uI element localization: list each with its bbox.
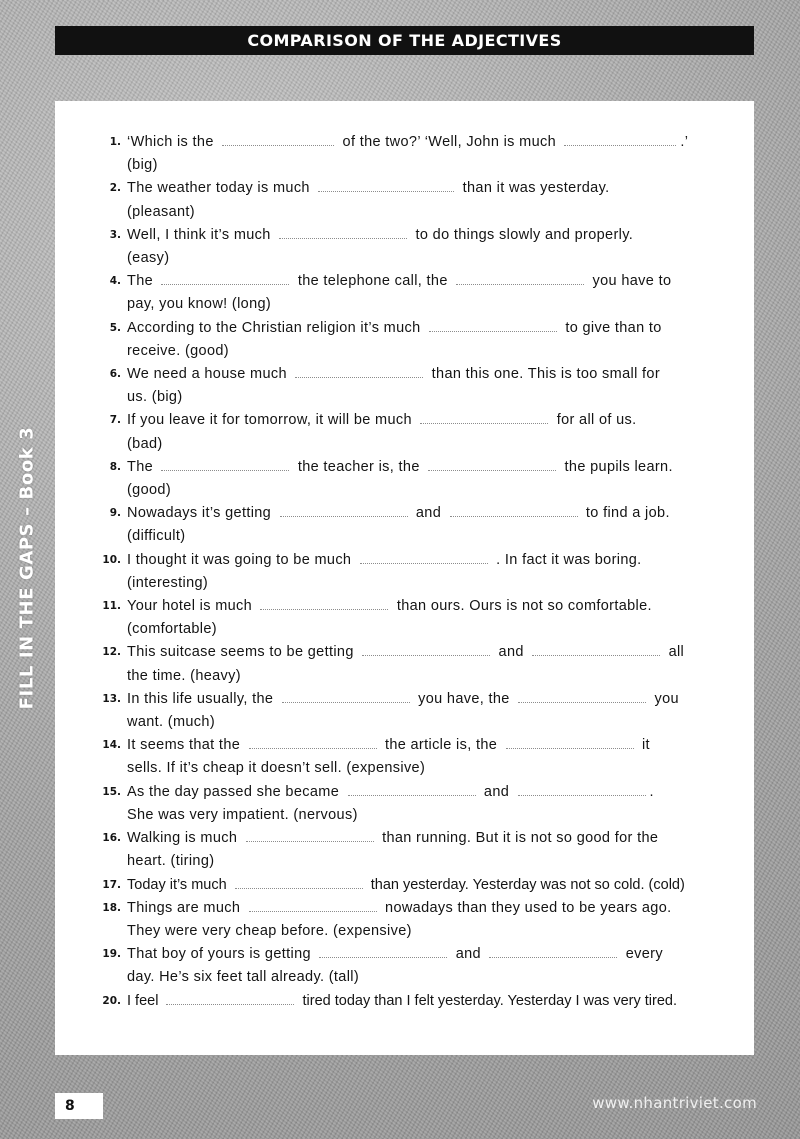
answer-gap[interactable] [348, 782, 476, 796]
exercise-number: 2. [109, 182, 121, 195]
exercise-text: and [483, 783, 510, 800]
exercise-number: 1. [109, 136, 121, 148]
answer-gap[interactable] [246, 828, 374, 842]
exercise-15 [55, 781, 754, 827]
website-watermark: www.nhantriviet.com [592, 1094, 757, 1112]
exercise-text: the teacher is, the [297, 458, 420, 475]
exercise-text: This suitcase seems to be getting [127, 644, 354, 661]
exercise-8 [55, 456, 754, 502]
exercise-text: .’ [680, 134, 689, 150]
exercise-text: ‘Which is the [127, 134, 214, 150]
exercise-hint: (bad) [127, 435, 163, 452]
answer-gap[interactable] [428, 457, 556, 471]
exercise-hint: (big) [127, 157, 158, 174]
exercise-number: 14. [102, 739, 121, 752]
exercise-text: than yesterday. Yesterday was not so cold. (cold) [370, 876, 685, 893]
exercise-text: to do things slowly and properly. [415, 226, 634, 243]
answer-gap[interactable] [260, 596, 388, 610]
answer-gap[interactable] [279, 225, 407, 239]
exercise-text: sells. If it’s cheap it doesn’t sell. (expensive) [127, 760, 426, 777]
exercise-16 [55, 827, 754, 873]
exercise-text: Well, I think it’s much [127, 226, 271, 243]
page-title-bar [55, 26, 754, 55]
exercise-list [55, 131, 754, 1013]
answer-gap[interactable] [318, 178, 454, 192]
answer-gap[interactable] [280, 503, 408, 517]
exercise-20 [55, 990, 754, 1013]
exercise-hint: (good) [127, 482, 172, 499]
exercise-text: If you leave it for tomorrow, it will be much [127, 412, 412, 429]
exercise-text: That boy of yours is getting [127, 946, 311, 963]
exercise-text: to give than to [565, 319, 662, 336]
exercise-text: tired today than I felt yesterday. Yesterday I was very tired. [302, 992, 678, 1009]
exercise-text: receive. (good) [127, 342, 229, 359]
answer-gap[interactable] [489, 944, 617, 958]
exercise-9 [55, 502, 754, 548]
exercise-text: Walking is much [127, 830, 238, 847]
exercise-4 [55, 270, 754, 316]
exercise-hint: (comfortable) [127, 621, 217, 638]
answer-gap[interactable] [282, 689, 410, 703]
exercise-text: than running. But it is not so good for the [382, 830, 659, 847]
exercise-number: 8. [109, 460, 121, 473]
answer-gap[interactable] [362, 642, 490, 656]
answer-gap[interactable] [518, 782, 646, 796]
exercise-text: They were very cheap before. (expensive) [127, 922, 412, 939]
exercise-text: want. (much) [127, 714, 215, 731]
exercise-number: 7. [109, 414, 121, 427]
exercise-hint: (difficult) [127, 528, 186, 545]
answer-gap[interactable] [506, 735, 634, 749]
exercise-text: It seems that the [127, 737, 241, 754]
exercise-text: than it was yesterday. [462, 180, 610, 197]
exercise-text: Today it’s much [127, 876, 227, 893]
exercise-hint: (easy) [127, 250, 170, 267]
exercise-7 [55, 409, 754, 455]
exercise-text: . [649, 783, 654, 800]
exercise-text: and [498, 644, 524, 661]
answer-gap[interactable] [360, 550, 488, 564]
answer-gap[interactable] [456, 271, 584, 285]
exercise-text: the article is, the [384, 737, 498, 754]
answer-gap[interactable] [420, 410, 548, 424]
exercise-number: 12. [102, 646, 121, 659]
exercise-text: In this life usually, the [127, 690, 274, 707]
exercise-19 [55, 943, 754, 989]
exercise-13 [55, 688, 754, 734]
exercise-18 [55, 897, 754, 943]
exercise-text: I feel [127, 992, 159, 1009]
answer-gap[interactable] [249, 898, 377, 912]
exercise-17 [55, 874, 754, 897]
exercise-text: nowadays than they used to be years ago. [385, 899, 672, 916]
exercise-number: 5. [109, 321, 121, 334]
exercise-text: than ours. Ours is not so comfortable. [396, 598, 652, 615]
answer-gap[interactable] [161, 271, 289, 285]
answer-gap[interactable] [532, 642, 660, 656]
book-side-label: FILL IN THE GAPS – Book 3 [16, 426, 38, 710]
answer-gap[interactable] [249, 735, 377, 749]
exercise-text: the pupils learn. [564, 458, 673, 475]
exercise-text: for all of us. [556, 412, 637, 429]
exercise-text: of the two?’ ‘Well, John is much [342, 134, 557, 150]
exercise-text: As the day passed she became [127, 783, 340, 800]
exercise-text: and [455, 946, 481, 963]
exercise-text: The [127, 273, 154, 290]
exercise-11 [55, 595, 754, 641]
exercise-text: I thought it was going to be much [127, 551, 352, 568]
page-title: COMPARISON OF THE ADJECTIVES [247, 31, 562, 50]
exercise-number: 13. [102, 692, 121, 705]
exercise-text: every [625, 946, 663, 963]
exercise-12 [55, 641, 754, 687]
answer-gap[interactable] [166, 991, 294, 1005]
answer-gap[interactable] [222, 132, 334, 146]
exercise-text: Things are much [127, 899, 241, 916]
exercise-number: 15. [102, 785, 121, 798]
exercise-text: you have, the [418, 690, 510, 707]
exercise-number: 10. [102, 553, 121, 566]
exercise-number: 4. [109, 275, 121, 288]
exercise-number: 11. [102, 600, 121, 613]
exercise-hint: (interesting) [127, 574, 209, 591]
exercise-text: Nowadays it’s getting [127, 505, 272, 522]
exercise-text: all [668, 644, 685, 661]
exercise-text: heart. (tiring) [127, 853, 215, 870]
exercise-number: 9. [109, 507, 121, 520]
exercise-text: pay, you know! (long) [127, 296, 272, 313]
exercise-text: We need a house much [127, 366, 287, 383]
exercise-6 [55, 363, 754, 409]
exercise-text: The [127, 458, 154, 475]
exercise-text: According to the Christian religion it’s much [127, 319, 421, 336]
page-number: 8 [55, 1093, 103, 1119]
exercise-3 [55, 224, 754, 270]
exercise-number: 19. [102, 948, 121, 961]
exercise-number: 6. [109, 368, 121, 381]
exercise-text: than this one. This is too small for [431, 366, 660, 383]
exercise-5 [55, 317, 754, 363]
exercise-14 [55, 734, 754, 780]
exercise-text: to find a job. [585, 505, 670, 522]
worksheet [55, 101, 754, 1055]
answer-gap[interactable] [319, 944, 447, 958]
exercise-10 [55, 549, 754, 595]
answer-gap[interactable] [161, 457, 289, 471]
exercise-text: day. He’s six feet tall already. (tall) [127, 969, 360, 986]
exercise-text: . In fact it was boring. [496, 551, 642, 568]
exercise-1 [55, 131, 754, 177]
answer-gap[interactable] [235, 875, 363, 889]
answer-gap[interactable] [295, 364, 423, 378]
exercise-number: 18. [102, 901, 121, 914]
answer-gap[interactable] [518, 689, 646, 703]
exercise-text: the telephone call, the [297, 273, 448, 290]
exercise-2 [55, 177, 754, 223]
exercise-number: 20. [102, 994, 121, 1007]
exercise-text: Your hotel is much [127, 598, 253, 615]
exercise-text: us. (big) [127, 389, 183, 406]
exercise-number: 3. [109, 228, 121, 241]
answer-gap[interactable] [564, 132, 676, 146]
exercise-text: and [415, 505, 442, 522]
exercise-text: you have to [592, 273, 672, 290]
exercise-hint: (pleasant) [127, 203, 195, 220]
exercise-number: 17. [102, 878, 121, 891]
exercise-text: it [641, 737, 650, 754]
answer-gap[interactable] [429, 318, 557, 332]
exercise-number: 16. [102, 832, 121, 845]
answer-gap[interactable] [450, 503, 578, 517]
exercise-text: the time. (heavy) [127, 667, 241, 684]
exercise-text: She was very impatient. (nervous) [127, 806, 358, 823]
exercise-text: The weather today is much [127, 180, 310, 197]
exercise-text: you [654, 690, 679, 707]
